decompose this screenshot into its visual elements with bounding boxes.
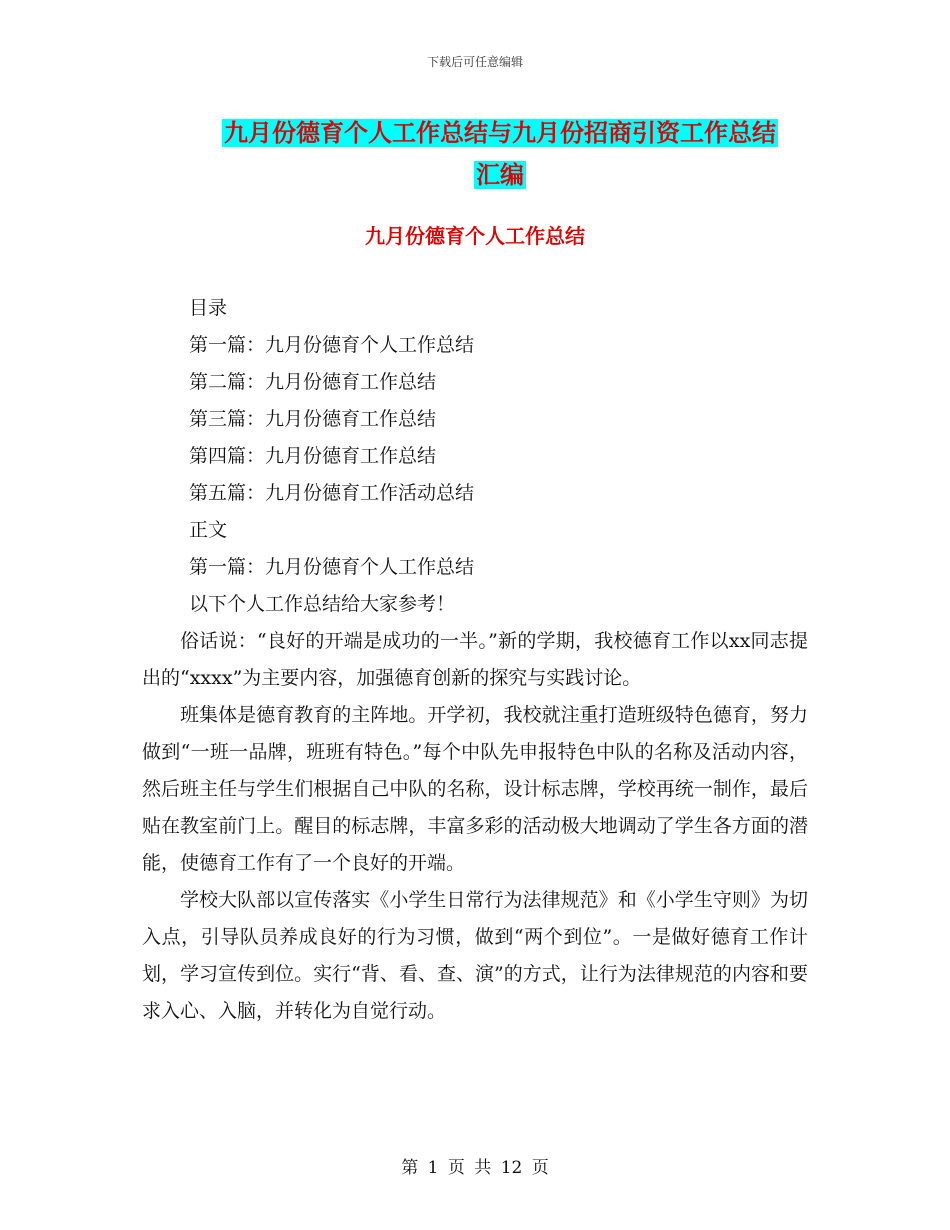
section-title: 九月份德育个人工作总结: [365, 224, 585, 248]
paragraph: 班集体是德育教育的主阵地。开学初，我校就注重打造班级特色德育，努力做到“一班一品牌，班班有特色。”每个中队先申报特色中队的名称及活动内容，然后班主任与学生们根据自己中队的名称，设计标志牌，学校再统一制作，最后贴在教室前门上。醒目的标志牌，丰富多彩的活动极大地调动了学生各方面的潜能，使德育工作有了一个良好的开端。: [142, 704, 808, 874]
toc-item: 第二篇：九月份德育工作总结: [189, 371, 437, 393]
title-line-1: 九月份德育个人工作总结与九月份招商引资工作总结: [224, 119, 776, 147]
title-line-2: 汇编: [476, 161, 524, 189]
document-body: [142, 290, 808, 1030]
intro-line: 以下个人工作总结给大家参考！: [189, 593, 456, 615]
paragraph: 学校大队部以宣传落实《小学生日常行为法律规范》和《小学生守则》为切入点，引导队员养成良好的行为习惯，做到“两个到位”。一是做好德育工作计划，学习宣传到位。实行“背、看、查、演”的方式，让行为法律规范的内容和要求入心、入脑，并转化为自觉行动。: [142, 889, 808, 1022]
header-note: 下载后可任意编辑: [426, 55, 523, 69]
toc-item: 第三篇：九月份德育工作总结: [189, 408, 437, 430]
paragraph: 俗话说：“良好的开端是成功的一半。”新的学期，我校德育工作以xx同志提出的“xxxx”为主要内容，加强德育创新的探究与实践讨论。: [142, 630, 808, 689]
toc-item: 第五篇：九月份德育工作活动总结: [189, 482, 475, 504]
article-heading: 第一篇：九月份德育个人工作总结: [189, 556, 475, 578]
toc-item: 第四篇：九月份德育工作总结: [189, 445, 437, 467]
toc-item: 第一篇：九月份德育个人工作总结: [189, 334, 475, 356]
toc-heading: 目录: [189, 297, 228, 319]
body-heading: 正文: [189, 519, 228, 541]
document-title: [140, 112, 860, 196]
page-footer: 第 1 页 共 12 页: [401, 1158, 549, 1178]
